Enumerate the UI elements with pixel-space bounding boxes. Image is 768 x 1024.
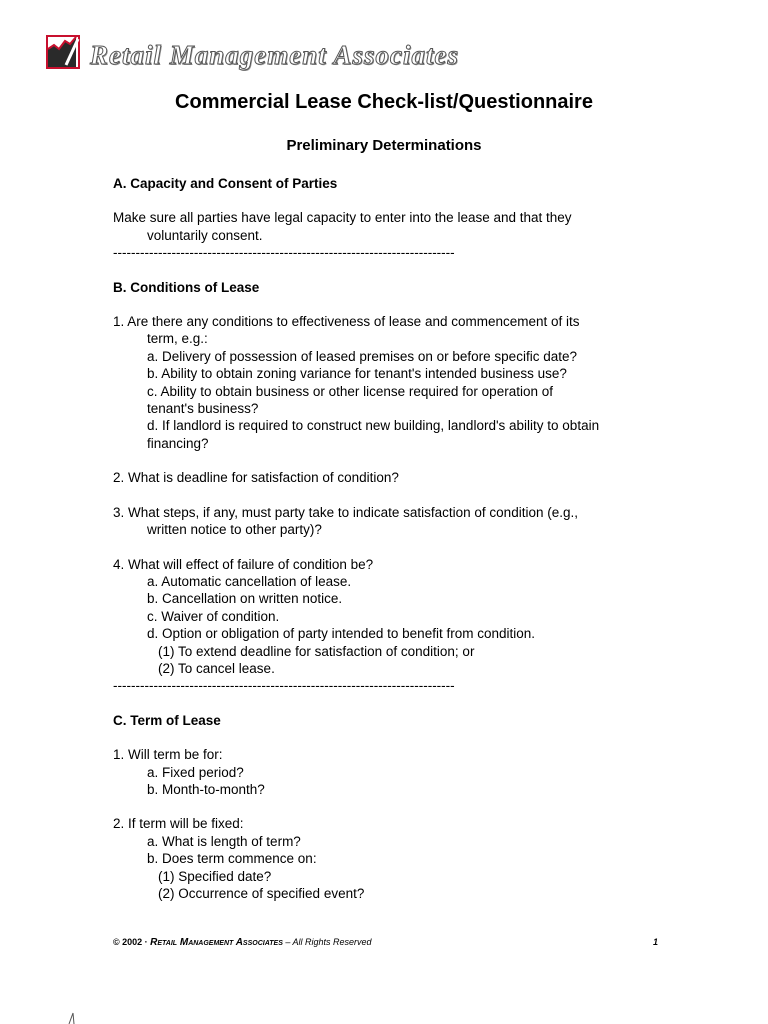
section-c-heading: C. Term of Lease [113,712,221,728]
question-line: 1. Are there any conditions to effectiveness of lease and commencement of its [113,314,580,330]
footer-copyright: © 2002 · [113,937,151,947]
option-line: a. Fixed period? [147,764,244,780]
option-line: b. Ability to obtain zoning variance for tenant's intended business use? [147,366,567,382]
section-b-heading: B. Conditions of Lease [113,279,260,295]
question-line: 4. What will effect of failure of condition be? [113,556,374,572]
option-line: a. Delivery of possession of leased premises on or before specific date? [147,348,577,364]
separator-line: ---------------------------------------------------------------------------- [113,678,455,694]
option-line: b. Month-to-month? [147,781,265,797]
document-body [113,175,673,902]
option-line: d. If landlord is required to construct new building, landlord's ability to obtain [147,418,600,434]
section-a-heading: A. Capacity and Consent of Parties [113,176,338,191]
option-line: a. What is length of term? [147,833,301,849]
option-line: tenant's business? [147,401,259,417]
sub-option-line: (2) Occurrence of specified event? [158,886,365,901]
question-line: term, e.g.: [147,331,208,347]
page-footer [113,937,658,948]
option-line: c. Waiver of condition. [147,608,280,624]
document-title: Commercial Lease Check-list/Questionnaire [175,91,593,113]
company-name: Retail Management Associates [90,40,460,70]
question-line: written notice to other party)? [147,522,322,538]
option-line: a. Automatic cancellation of lease. [147,573,352,589]
question-line: 3. What steps, if any, must party take to indicate satisfaction of condition (e.g., [113,504,578,520]
option-line: d. Option or obligation of party intended to benefit from condition. [147,626,535,642]
option-line: financing? [147,435,209,451]
option-line: c. Ability to obtain business or other license required for operation of [147,383,553,399]
option-line: b. Does term commence on: [147,851,317,867]
page-number: 1 [652,937,658,947]
section-a-text-line: voluntarily consent. [147,227,263,243]
footer-company: Retail Management Associates [150,937,283,948]
question-line: 2. What is deadline for satisfaction of condition? [113,470,399,486]
page-edge-mark-icon [68,1012,76,1024]
separator-line: ---------------------------------------------------------------------------- [113,245,455,261]
option-line: b. Cancellation on written notice. [147,591,343,607]
question-line: 1. Will term be for: [113,747,223,763]
sub-option-line: (2) To cancel lease. [158,660,275,676]
document-subtitle: Preliminary Determinations [286,137,482,154]
sub-option-line: (1) To extend deadline for satisfaction of condition; or [158,643,475,659]
section-a-text-line: Make sure all parties have legal capacity to enter into the lease and that they [113,210,572,226]
stock-chart-logo-icon [46,35,80,69]
footer-rights: – All Rights Reserved [282,937,372,947]
sub-option-line: (1) Specified date? [158,868,272,884]
question-line: 2. If term will be fixed: [113,816,244,832]
